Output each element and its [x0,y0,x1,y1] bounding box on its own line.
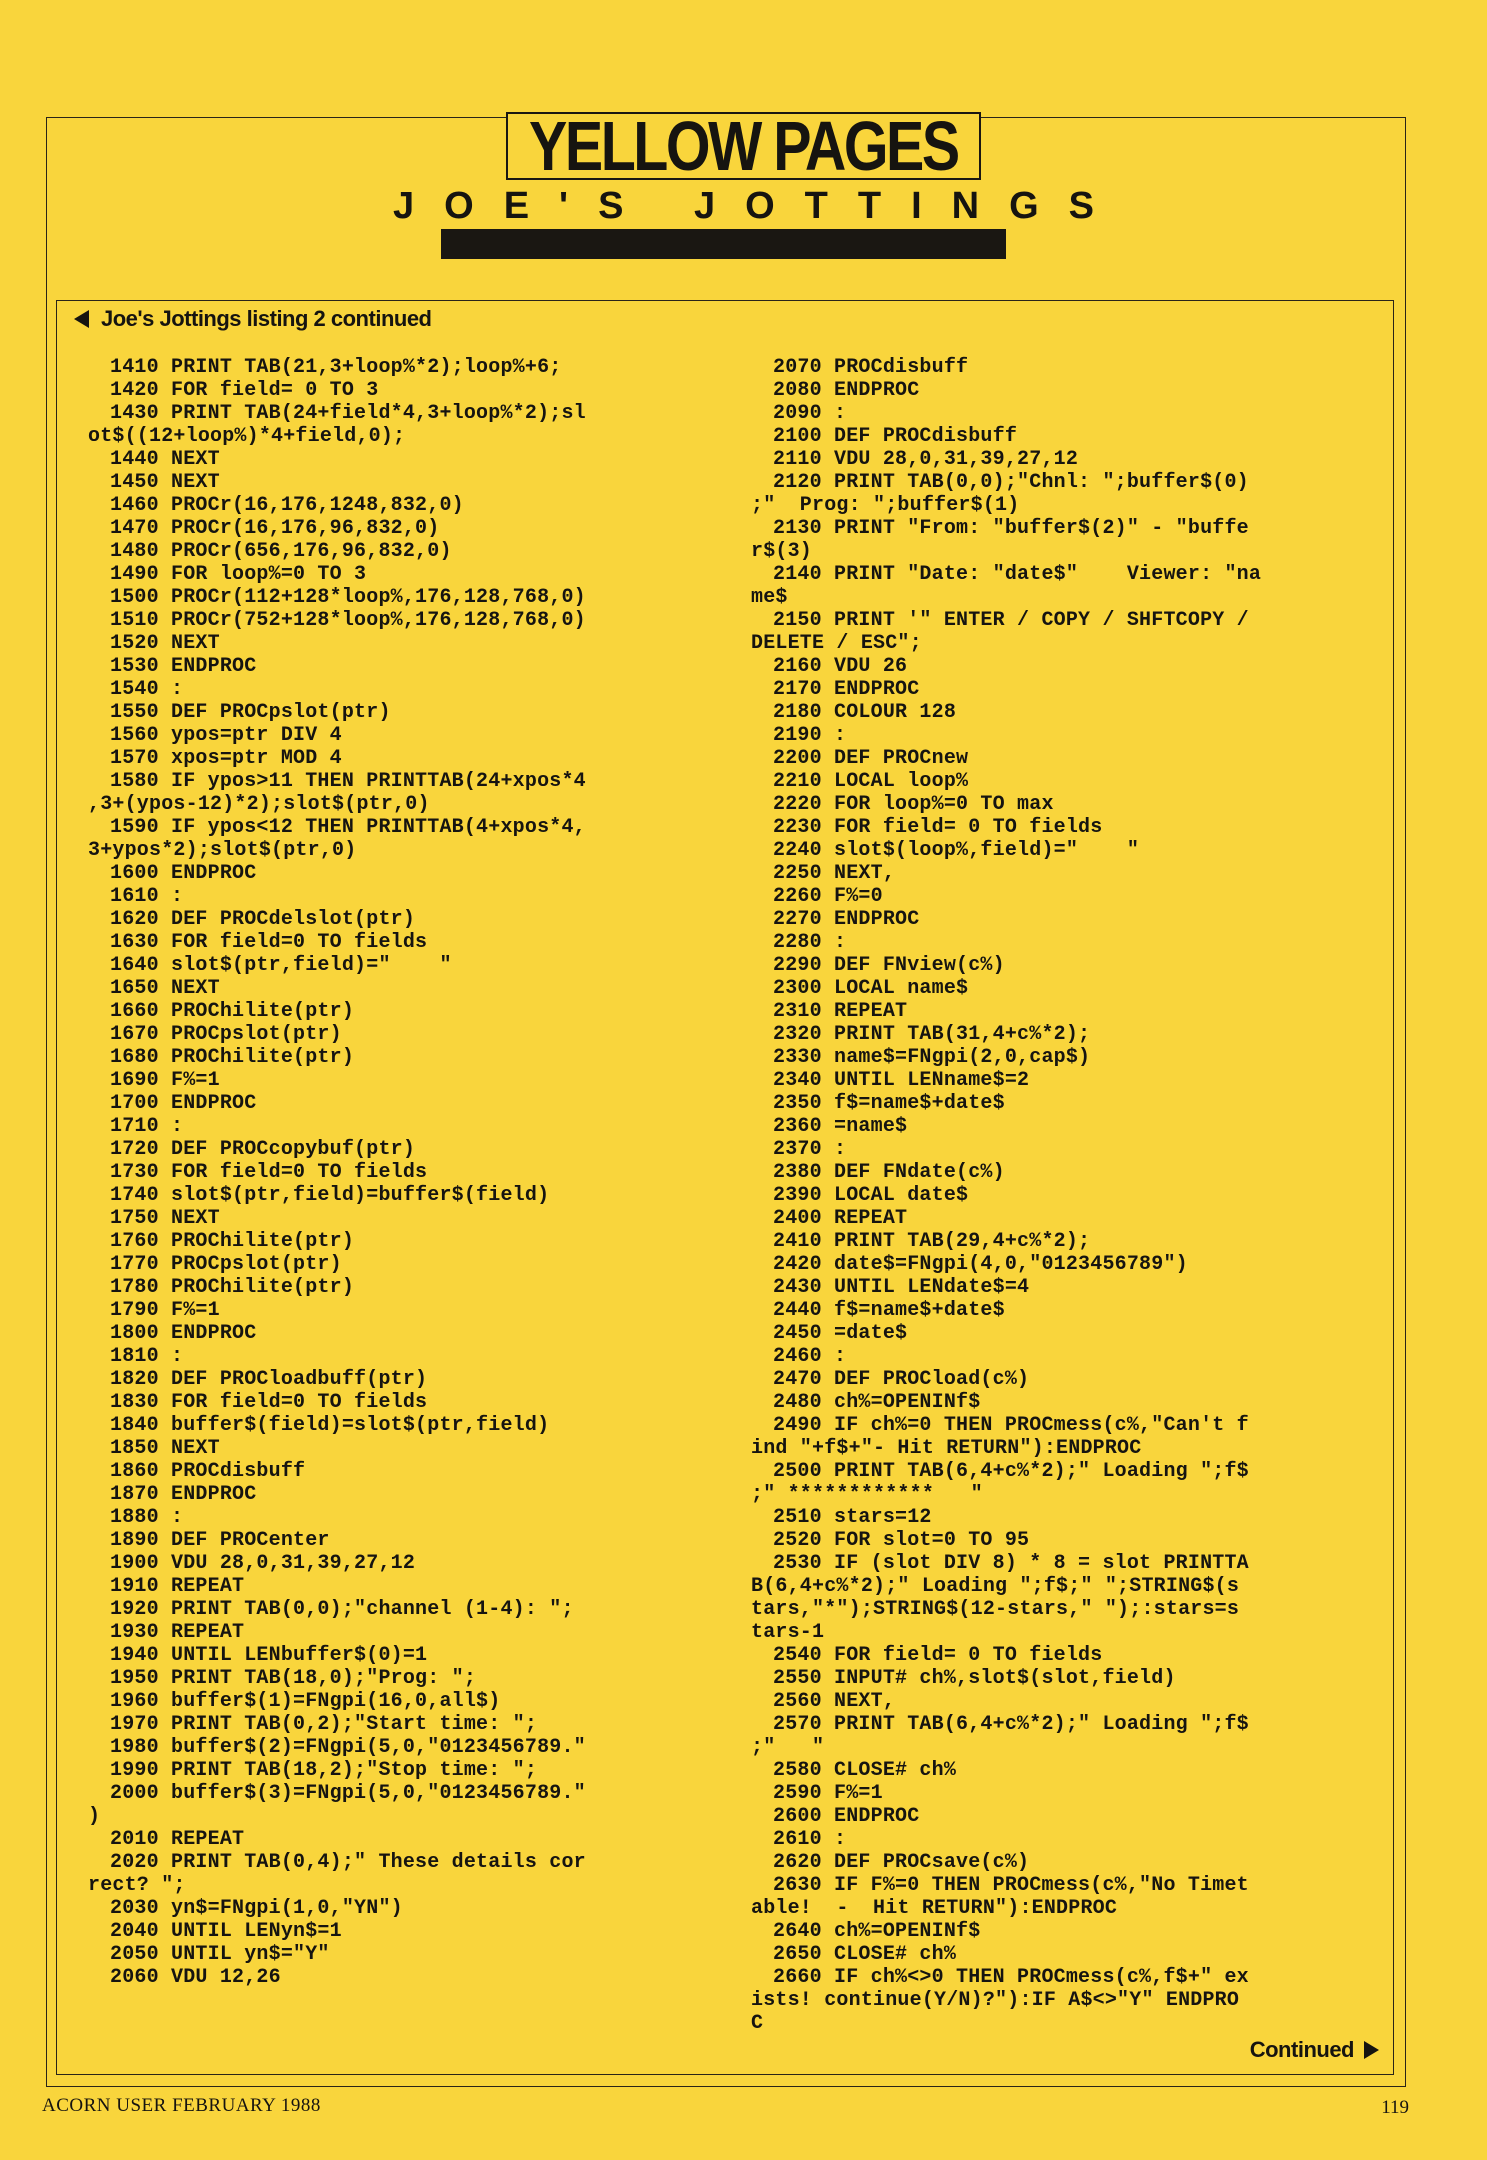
code-line: 2420 date$=FNgpi(4,0,"0123456789") [773,1253,1188,1276]
code-line: 2040 UNTIL LENyn$=1 [110,1920,342,1943]
code-line: 2350 f$=name$+date$ [773,1092,1005,1115]
code-line: ;" " [751,1736,825,1759]
code-line: 2580 CLOSE# ch% [773,1759,957,1782]
code-line: 2270 ENDPROC [773,908,920,931]
footer-page-number: 119 [1381,2097,1409,2118]
code-line: ;" Prog: ";buffer$(1) [751,494,1020,517]
code-line: 1980 buffer$(2)=FNgpi(5,0,"0123456789." [110,1736,586,1759]
code-line: ;" ************ " [751,1483,983,1506]
code-line: 1420 FOR field= 0 TO 3 [110,379,379,402]
code-line: 1920 PRINT TAB(0,0);"channel (1-4): "; [110,1598,574,1621]
code-line: 1500 PROCr(112+128*loop%,176,128,768,0) [110,586,586,609]
code-line: 2440 f$=name$+date$ [773,1299,1005,1322]
code-line: 2170 ENDPROC [773,678,920,701]
code-line: 2660 IF ch%<>0 THEN PROCmess(c%,f$+" ex [773,1966,1249,1989]
code-line: 2620 DEF PROCsave(c%) [773,1851,1030,1874]
title-box [506,107,981,185]
code-line: r$(3) [751,540,813,563]
code-line: 2100 DEF PROCdisbuff [773,425,1018,448]
code-line: 2200 DEF PROCnew [773,747,969,770]
code-line: 1890 DEF PROCenter [110,1529,330,1552]
code-line: C [751,2012,764,2035]
code-line: 1410 PRINT TAB(21,3+loop%*2);loop%+6; [110,356,562,379]
code-line: 2390 LOCAL date$ [773,1184,969,1207]
code-line: 1900 VDU 28,0,31,39,27,12 [110,1552,416,1575]
footer-publication: ACORN USER FEBRUARY 1988 [42,2095,321,2116]
code-line: 1790 F%=1 [110,1299,220,1322]
code-line: 2010 REPEAT [110,1828,245,1851]
subtitle-bar [441,229,1006,259]
code-line: 2550 INPUT# ch%,slot$(slot,field) [773,1667,1176,1690]
listing-heading [74,306,432,332]
code-line: 1990 PRINT TAB(18,2);"Stop time: "; [110,1759,538,1782]
code-line: 2430 UNTIL LENdate$=4 [773,1276,1030,1299]
code-line: 2230 FOR field= 0 TO fields [773,816,1103,839]
code-line: 2060 VDU 12,26 [110,1966,281,1989]
code-line: 1480 PROCr(656,176,96,832,0) [110,540,452,563]
code-line: 2540 FOR field= 0 TO fields [773,1644,1103,1667]
code-line: 1650 NEXT [110,977,220,1000]
code-line: 1850 NEXT [110,1437,220,1460]
code-line: ,3+(ypos-12)*2);slot$(ptr,0) [88,793,430,816]
code-line: 1740 slot$(ptr,field)=buffer$(field) [110,1184,550,1207]
code-line: 2520 FOR slot=0 TO 95 [773,1529,1030,1552]
code-line: 1830 FOR field=0 TO fields [110,1391,428,1414]
code-line: ists! continue(Y/N)?"):IF A$<>"Y" ENDPRO [751,1989,1240,2012]
code-line: 2400 REPEAT [773,1207,908,1230]
code-line: 3+ypos*2);slot$(ptr,0) [88,839,357,862]
code-line: 1970 PRINT TAB(0,2);"Start time: "; [110,1713,538,1736]
section-title: YELLOW PAGES [529,107,958,185]
code-line: 1860 PROCdisbuff [110,1460,306,1483]
code-line: able! - Hit RETURN"):ENDPROC [751,1897,1118,1920]
code-line: 1700 ENDPROC [110,1092,257,1115]
code-line: 2300 LOCAL name$ [773,977,969,1000]
code-line: 2330 name$=FNgpi(2,0,cap$) [773,1046,1091,1069]
code-line: 2070 PROCdisbuff [773,356,969,379]
code-line: B(6,4+c%*2);" Loading ";f$;" ";STRING$(s [751,1575,1240,1598]
subtitle-text: JOE'S JOTTINGS [393,185,1124,227]
continued-label [1250,2037,1379,2063]
code-line: 1540 : [110,678,184,701]
code-line: DELETE / ESC"; [751,632,922,655]
code-line: 2050 UNTIL yn$="Y" [110,1943,330,1966]
code-line: 1880 : [110,1506,184,1529]
code-line: 2190 : [773,724,847,747]
code-line: 2140 PRINT "Date: "date$" Viewer: "na [773,563,1262,586]
code-line: 1530 ENDPROC [110,655,257,678]
code-line: 1550 DEF PROCpslot(ptr) [110,701,391,724]
code-line: 1630 FOR field=0 TO fields [110,931,428,954]
code-line: 1440 NEXT [110,448,220,471]
code-line: 2130 PRINT "From: "buffer$(2)" - "buffe [773,517,1249,540]
code-line: 1840 buffer$(field)=slot$(ptr,field) [110,1414,550,1437]
code-line: 2110 VDU 28,0,31,39,27,12 [773,448,1079,471]
code-line: 1450 NEXT [110,471,220,494]
code-line: 2510 stars=12 [773,1506,932,1529]
code-line: 2600 ENDPROC [773,1805,920,1828]
code-line: 2370 : [773,1138,847,1161]
code-line: 1930 REPEAT [110,1621,245,1644]
masthead [0,107,1487,185]
code-line: 2080 ENDPROC [773,379,920,402]
code-line: 1510 PROCr(752+128*loop%,176,128,768,0) [110,609,586,632]
code-line: 2460 : [773,1345,847,1368]
code-line: 2320 PRINT TAB(31,4+c%*2); [773,1023,1091,1046]
code-line: 1640 slot$(ptr,field)=" " [110,954,452,977]
code-line: 1960 buffer$(1)=FNgpi(16,0,all$) [110,1690,501,1713]
code-line: 2360 =name$ [773,1115,908,1138]
code-line: 2450 =date$ [773,1322,908,1345]
code-line: 2000 buffer$(3)=FNgpi(5,0,"0123456789." [110,1782,586,1805]
code-line: 1670 PROCpslot(ptr) [110,1023,342,1046]
code-line: 2160 VDU 26 [773,655,908,678]
arrow-right-icon [1364,2041,1379,2059]
code-line: 2380 DEF FNdate(c%) [773,1161,1005,1184]
code-line: 1760 PROChilite(ptr) [110,1230,355,1253]
code-line: 2480 ch%=OPENINf$ [773,1391,981,1414]
code-line: 2410 PRINT TAB(29,4+c%*2); [773,1230,1091,1253]
code-column-left [88,356,586,1989]
code-line: 1680 PROChilite(ptr) [110,1046,355,1069]
code-line: 2280 : [773,931,847,954]
code-line: 1780 PROChilite(ptr) [110,1276,355,1299]
code-line: 2290 DEF FNview(c%) [773,954,1005,977]
code-line: 1720 DEF PROCcopybuf(ptr) [110,1138,416,1161]
code-line: 2640 ch%=OPENINf$ [773,1920,981,1943]
section-subtitle [0,186,1487,226]
code-line: 1910 REPEAT [110,1575,245,1598]
code-line: 1820 DEF PROCloadbuff(ptr) [110,1368,428,1391]
code-line: 2570 PRINT TAB(6,4+c%*2);" Loading ";f$ [773,1713,1249,1736]
code-line: tars,"*");STRING$(12-stars," ");:stars=s [751,1598,1240,1621]
code-line: 1810 : [110,1345,184,1368]
code-line: 2180 COLOUR 128 [773,701,957,724]
code-line: 1520 NEXT [110,632,220,655]
code-line: 2090 : [773,402,847,425]
code-line: 2210 LOCAL loop% [773,770,969,793]
code-line: tars-1 [751,1621,825,1644]
code-line: 2590 F%=1 [773,1782,883,1805]
code-line: 1710 : [110,1115,184,1138]
code-line: 1580 IF ypos>11 THEN PRINTTAB(24+xpos*4 [110,770,586,793]
code-line: 1730 FOR field=0 TO fields [110,1161,428,1184]
code-line: 1430 PRINT TAB(24+field*4,3+loop%*2);sl [110,402,586,425]
code-line: 1610 : [110,885,184,908]
code-line: 2630 IF F%=0 THEN PROCmess(c%,"No Timet [773,1874,1249,1897]
continued-text: Continued [1249,2037,1354,2062]
code-line: 2120 PRINT TAB(0,0);"Chnl: ";buffer$(0) [773,471,1249,494]
code-line: 2220 FOR loop%=0 TO max [773,793,1054,816]
code-line: 1770 PROCpslot(ptr) [110,1253,342,1276]
code-line: 2240 slot$(loop%,field)=" " [773,839,1140,862]
code-line: 2020 PRINT TAB(0,4);" These details cor [110,1851,586,1874]
arrow-left-icon [74,310,89,328]
code-line: 1460 PROCr(16,176,1248,832,0) [110,494,464,517]
code-line: 2250 NEXT, [773,862,896,885]
code-line: 2490 IF ch%=0 THEN PROCmess(c%,"Can't f [773,1414,1249,1437]
code-line: 2260 F%=0 [773,885,883,908]
code-line: 2340 UNTIL LENname$=2 [773,1069,1030,1092]
code-line: 1600 ENDPROC [110,862,257,885]
code-line: ot$((12+loop%)*4+field,0); [88,425,406,448]
code-line: 2500 PRINT TAB(6,4+c%*2);" Loading ";f$ [773,1460,1249,1483]
code-line: 2530 IF (slot DIV 8) * 8 = slot PRINTTA [773,1552,1249,1575]
code-line: 1750 NEXT [110,1207,220,1230]
code-line: 1800 ENDPROC [110,1322,257,1345]
code-line: 1660 PROChilite(ptr) [110,1000,355,1023]
code-line: rect? "; [88,1874,186,1897]
listing-heading-text: Joe's Jottings listing 2 continued [101,306,432,331]
code-line: ind "+f$+"- Hit RETURN"):ENDPROC [751,1437,1142,1460]
code-line: 2610 : [773,1828,847,1851]
code-line: me$ [751,586,788,609]
code-line: 2150 PRINT '" ENTER / COPY / SHFTCOPY / [773,609,1249,632]
code-line: 1940 UNTIL LENbuffer$(0)=1 [110,1644,428,1667]
code-line: 1470 PROCr(16,176,96,832,0) [110,517,440,540]
code-line: 2310 REPEAT [773,1000,908,1023]
code-line: 1690 F%=1 [110,1069,220,1092]
code-line: 1560 ypos=ptr DIV 4 [110,724,342,747]
code-column-right [751,356,1262,2035]
code-line: 2470 DEF PROCload(c%) [773,1368,1030,1391]
code-line: 1950 PRINT TAB(18,0);"Prog: "; [110,1667,477,1690]
code-line: 1570 xpos=ptr MOD 4 [110,747,342,770]
code-line: 1590 IF ypos<12 THEN PRINTTAB(4+xpos*4, [110,816,586,839]
code-line: 1620 DEF PROCdelslot(ptr) [110,908,416,931]
code-line: 2650 CLOSE# ch% [773,1943,957,1966]
code-line: 1870 ENDPROC [110,1483,257,1506]
code-line: 2030 yn$=FNgpi(1,0,"YN") [110,1897,403,1920]
code-line: 1490 FOR loop%=0 TO 3 [110,563,367,586]
code-line: 2560 NEXT, [773,1690,896,1713]
code-line: ) [88,1805,101,1828]
